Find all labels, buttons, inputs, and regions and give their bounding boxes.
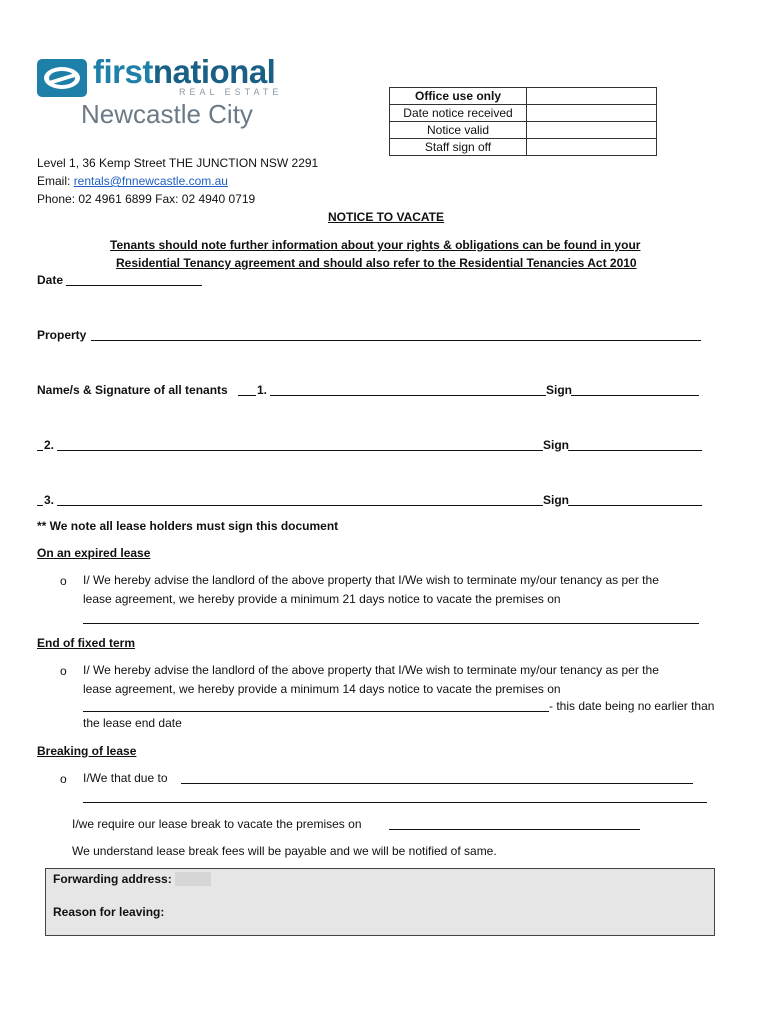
breaking-require-text: I/we require our lease break to vacate the premises on [72, 817, 362, 831]
tenant-1-number: 1. [257, 383, 268, 397]
tenant-1-name-field[interactable] [270, 382, 546, 396]
tenant-2-number: 2. [44, 438, 55, 452]
expired-date-field[interactable] [83, 610, 699, 624]
staff-sign-off-label: Staff sign off [390, 139, 527, 156]
breaking-option-bullet[interactable]: o [60, 772, 67, 786]
office-use-header-value [527, 88, 657, 105]
fixed-text-line-3: - this date being no earlier than [549, 699, 715, 713]
breaking-vacate-date-field[interactable] [389, 816, 640, 830]
brand-city: Newcastle City [81, 99, 253, 129]
first-national-logo-icon [37, 59, 87, 97]
office-use-table [389, 87, 657, 156]
tenant-2-sign-label: Sign [543, 438, 569, 452]
fixed-date-field[interactable] [83, 698, 549, 712]
expired-text-line-1: I/ We hereby advise the landlord of the above property that I/We wish to terminate my/our tenancy as per the [83, 573, 659, 587]
tenant-3-sign-label: Sign [543, 493, 569, 507]
brand-subtitle: REAL ESTATE [179, 87, 283, 97]
brand-name: firstnational [93, 53, 276, 90]
intro-line-2: Residential Tenancy agreement and should also refer to the Residential Tenancies Act 2010 [116, 256, 637, 270]
fixed-text-line-2: lease agreement, we hereby provide a minimum 14 days notice to vacate the premises on [83, 682, 561, 696]
intro-line-1: Tenants should note further information about your rights & obligations can be found in your [110, 238, 641, 252]
expired-option-bullet[interactable]: o [60, 574, 67, 588]
breaking-fees-text: We understand lease break fees will be payable and we will be notified of same. [72, 844, 497, 858]
fixed-option-bullet[interactable]: o [60, 664, 67, 678]
property-label: Property [37, 328, 87, 342]
notice-valid-label: Notice valid [390, 122, 527, 139]
expired-lease-heading: On an expired lease [37, 546, 151, 560]
address: Level 1, 36 Kemp Street THE JUNCTION NSW 2291 [37, 156, 319, 170]
tenant-2-sign-field[interactable] [568, 437, 702, 451]
tenant-1-sign-label: Sign [546, 383, 572, 397]
staff-sign-off-field[interactable] [527, 139, 657, 156]
tenant-2-name-field[interactable] [57, 437, 543, 451]
fixed-text-line-4: the lease end date [83, 716, 182, 730]
date-notice-received-label: Date notice received [390, 105, 527, 122]
tenant-2-prefix-line [37, 437, 43, 451]
tenants-label: Name/s & Signature of all tenants [37, 383, 228, 397]
office-use-header: Office use only [390, 88, 527, 105]
email-line: Email: rentals@fnnewcastle.com.au [37, 174, 228, 188]
breaking-reason-field-2[interactable] [83, 789, 707, 803]
expired-text-line-2: lease agreement, we hereby provide a minimum 21 days notice to vacate the premises on [83, 592, 561, 606]
lease-holders-note: ** We note all lease holders must sign this document [37, 519, 339, 533]
email-link[interactable]: rentals@fnnewcastle.com.au [73, 174, 228, 188]
tenant-3-name-field[interactable] [57, 492, 543, 506]
fixed-term-heading: End of fixed term [37, 636, 136, 650]
date-field[interactable] [66, 272, 202, 286]
tenants-label-underline [238, 382, 256, 396]
breaking-reason-field-1[interactable] [181, 770, 693, 784]
breaking-due-to-label: I/We that due to [83, 771, 168, 785]
page-title: NOTICE TO VACATE [328, 210, 445, 224]
tenant-3-prefix-line [37, 492, 43, 506]
forwarding-address-field[interactable] [175, 872, 211, 886]
tenant-3-number: 3. [44, 493, 55, 507]
company-logo [37, 55, 299, 135]
reason-for-leaving-label: Reason for leaving: [53, 905, 165, 919]
breaking-lease-heading: Breaking of lease [37, 744, 137, 758]
notice-valid-field[interactable] [527, 122, 657, 139]
forwarding-address-label: Forwarding address: [53, 872, 172, 886]
tenant-3-sign-field[interactable] [568, 492, 702, 506]
date-label: Date [37, 273, 64, 287]
tenant-1-sign-field[interactable] [571, 382, 699, 396]
fixed-text-line-1: I/ We hereby advise the landlord of the above property that I/We wish to terminate my/our tenancy as per the [83, 663, 659, 677]
property-field[interactable] [91, 327, 701, 341]
phone-fax: Phone: 02 4961 6899 Fax: 02 4940 0719 [37, 192, 256, 206]
date-notice-received-field[interactable] [527, 105, 657, 122]
